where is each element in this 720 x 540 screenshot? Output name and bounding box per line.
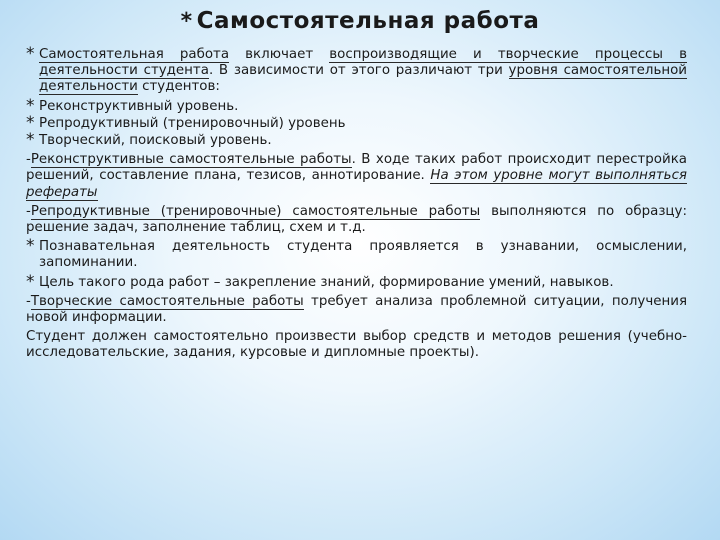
- text-run: -: [26, 203, 31, 219]
- text-run: Самостоятельная работа: [39, 47, 230, 62]
- paragraph-student-choice: [26, 329, 687, 361]
- text-run: Реконструктивные самостоятельные работы: [30, 152, 352, 168]
- slide-content: [26, 47, 687, 365]
- text-run: На этом уровне могут выполняться рефераты: [26, 168, 687, 200]
- text-run: выполняются по образцу: решение задач, заполнение таблиц, схем и т.д.: [26, 203, 687, 236]
- slide-title-text: Самостоятельная работа: [196, 8, 540, 34]
- text-run: включает: [229, 47, 330, 62]
- text-run: требует анализа проблемной ситуации, получения новой информации.: [26, 293, 687, 326]
- text-run: Репродуктивные (тренировочные) самостоятельные работы: [30, 203, 481, 219]
- text-run: -: [26, 293, 31, 309]
- text-run: Студент должен самостоятельно произвести выбор средств и методов решения (учебно-исследовательские, задания, курсовые и дипломные проекты).: [26, 329, 687, 361]
- text-run: . В зависимости от этого различают три: [208, 63, 509, 79]
- text-run: -: [26, 152, 31, 168]
- slide-title: [0, 8, 720, 34]
- bullet-level-creative: [26, 133, 687, 149]
- bullet-level-reconstructive: [26, 99, 687, 115]
- text-run: воспроизводящие и творческие процессы в деятельности студента: [39, 47, 687, 79]
- paragraph-creative: [26, 294, 687, 326]
- text-run: Творческий, поисковый уровень.: [39, 133, 272, 149]
- bullet-level-reproductive: [26, 116, 687, 132]
- text-run: Познавательная деятельность студента проявляется в узнавании, осмыслении, запоминании.: [39, 239, 687, 271]
- bullet-intro: [26, 47, 687, 96]
- text-run: уровня самостоятельной деятельности: [39, 63, 687, 95]
- paragraph-reconstructive: [26, 152, 687, 201]
- title-star-icon: *: [180, 9, 193, 34]
- text-run: Репродуктивный (тренировочный) уровень: [39, 115, 346, 131]
- text-run: Творческие самостоятельные работы: [30, 293, 304, 309]
- text-run: . В ходе таких работ происходит перестройка решений, составление плана, тезисов, аннотирование.: [26, 152, 688, 184]
- bullet-cognitive-activity: [26, 239, 687, 271]
- paragraph-reproductive: [26, 204, 687, 236]
- text-run: Реконструктивный уровень.: [39, 98, 239, 114]
- text-run: Цель такого рода работ – закрепление знаний, формирование умений, навыков.: [39, 274, 614, 290]
- text-run: студентов:: [137, 79, 220, 95]
- bullet-goal: [26, 275, 687, 291]
